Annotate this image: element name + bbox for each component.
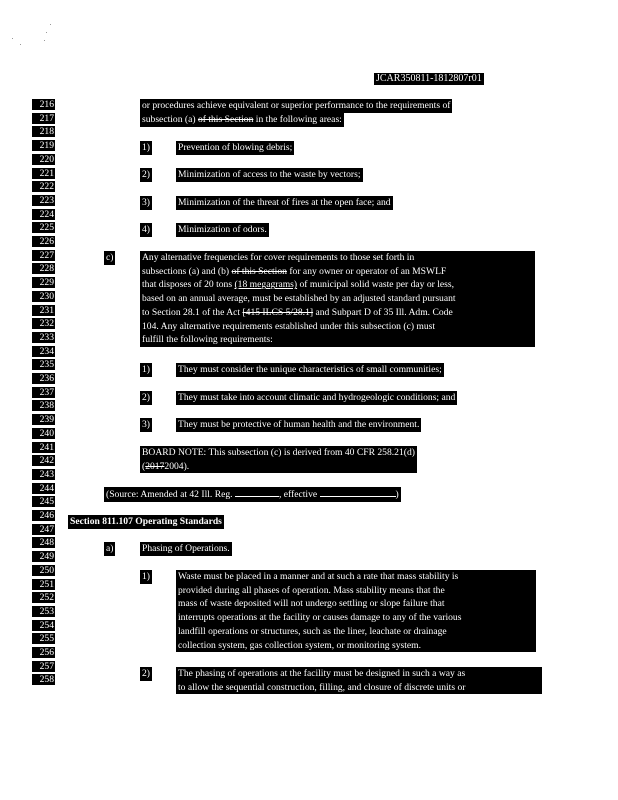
line-number: 225 bbox=[32, 222, 55, 233]
text-run: 2004). bbox=[164, 460, 190, 472]
item-text: Minimization of the threat of fires at the open face; and bbox=[178, 197, 391, 208]
line-number: 229 bbox=[32, 277, 55, 288]
line-number: 249 bbox=[32, 551, 55, 562]
struck-text: 2017 bbox=[145, 460, 165, 472]
line-number: 226 bbox=[32, 236, 55, 247]
line-number: 240 bbox=[32, 428, 55, 439]
line-number: 253 bbox=[32, 606, 55, 617]
text-run: (Source: Amended at 42 Ill. Reg. bbox=[106, 489, 235, 500]
line-number: 230 bbox=[32, 291, 55, 302]
line-number: 235 bbox=[32, 359, 55, 370]
paragraph-line: to allow the sequential construction, filling, and closure of discrete units or bbox=[178, 681, 466, 693]
paragraph-line: interrupts operations at the facility or causes damage to any of the various bbox=[178, 612, 462, 624]
paragraph-line: landfill operations or structures, such as the liner, leachate or drainage bbox=[178, 625, 447, 637]
line-number: 222 bbox=[32, 181, 55, 192]
struck-text: [415 ILCS 5/28.1] bbox=[242, 306, 314, 318]
line-number: 239 bbox=[32, 414, 55, 425]
line-number: 247 bbox=[32, 524, 55, 535]
line-number: 220 bbox=[32, 154, 55, 165]
line-number: 218 bbox=[32, 126, 55, 137]
item-text: Minimization of access to the waste by vectors; bbox=[178, 169, 361, 180]
subsection-c-block bbox=[140, 251, 535, 347]
item-number: 3) bbox=[142, 419, 150, 430]
item-text: They must be protective of human health and the environment. bbox=[178, 419, 420, 430]
line-number: 244 bbox=[32, 483, 55, 494]
text-run: ( bbox=[142, 460, 146, 472]
line-number: 250 bbox=[32, 565, 55, 576]
line-number: 238 bbox=[32, 400, 55, 411]
line-number: 257 bbox=[32, 661, 55, 672]
paragraph-line: provided during all phases of operation. Mass stability means that the bbox=[178, 584, 445, 596]
board-note bbox=[140, 446, 417, 473]
text-run: in the following areas: bbox=[253, 114, 342, 125]
line-number: 231 bbox=[32, 305, 55, 316]
text-run: for any owner or operator of an MSWLF bbox=[286, 265, 447, 277]
item-number: 2) bbox=[142, 392, 150, 403]
section-heading: Section 811.107 Operating Standards bbox=[70, 516, 222, 527]
line-number: 232 bbox=[32, 318, 55, 329]
source-note bbox=[104, 487, 401, 502]
line-number: 255 bbox=[32, 633, 55, 644]
item-text: They must consider the unique characteristics of small communities; bbox=[178, 364, 442, 375]
line-number: 252 bbox=[32, 592, 55, 603]
line-number: 217 bbox=[32, 113, 55, 124]
board-note-line bbox=[142, 460, 415, 474]
paragraph-line: or procedures achieve equivalent or superior performance to the requirements of bbox=[142, 100, 451, 111]
item-number: 2) bbox=[142, 668, 150, 679]
text-run: subsections (a) and (b) bbox=[142, 265, 232, 277]
subsection-label: a) bbox=[106, 543, 114, 554]
text-run: to Section 28.1 of the Act bbox=[142, 306, 243, 318]
line-number: 216 bbox=[32, 99, 55, 110]
line-number: 228 bbox=[32, 263, 55, 274]
item-number: 1) bbox=[142, 142, 150, 153]
line-number: 258 bbox=[32, 674, 55, 685]
paragraph-line: collection system, gas collection system, or monitoring system. bbox=[178, 639, 422, 651]
blank-field bbox=[235, 487, 279, 497]
item-paragraph bbox=[176, 570, 536, 652]
item-text: Prevention of blowing debris; bbox=[178, 142, 293, 153]
line-number: 219 bbox=[32, 140, 55, 151]
scan-specks bbox=[8, 18, 58, 58]
paragraph-line bbox=[142, 278, 533, 292]
line-number: 248 bbox=[32, 537, 55, 548]
underlined-text: (18 megagrams) bbox=[234, 279, 298, 291]
text-run: and Subpart D of 35 Ill. Adm. Code bbox=[313, 306, 453, 318]
struck-text: of this Section bbox=[197, 114, 254, 125]
blank-field bbox=[320, 487, 396, 497]
line-number: 245 bbox=[32, 496, 55, 507]
line-number: 224 bbox=[32, 209, 55, 220]
paragraph-line bbox=[142, 265, 533, 279]
paragraph-line: 104. Any alternative requirements established under this subsection (c) must bbox=[142, 320, 436, 332]
line-number: 256 bbox=[32, 647, 55, 658]
text-run: subsection (a) bbox=[142, 114, 198, 125]
line-number: 254 bbox=[32, 620, 55, 631]
text-run: , effective bbox=[278, 489, 320, 500]
line-number: 242 bbox=[32, 455, 55, 466]
paragraph-line: The phasing of operations at the facility must be designed in such a way as bbox=[178, 668, 466, 679]
struck-text: of this Section bbox=[231, 265, 287, 277]
paragraph-line: Waste must be placed in a manner and at such a rate that mass stability is bbox=[178, 571, 459, 582]
line-number: 246 bbox=[32, 510, 55, 521]
item-text: They must take into account climatic and hydrogeologic conditions; and bbox=[178, 392, 456, 403]
text-run: of municipal solid waste per day or less, bbox=[297, 279, 455, 291]
item-number: 2) bbox=[142, 169, 150, 180]
line-number: 223 bbox=[32, 195, 55, 206]
line-number: 241 bbox=[32, 442, 55, 453]
paragraph-line: Any alternative frequencies for cover requirements to those set forth in bbox=[142, 252, 415, 263]
text-run: that disposes of 20 tons bbox=[142, 279, 235, 291]
paragraph-line: mass of waste deposited will not undergo settling or slope failure that bbox=[178, 598, 445, 610]
subsection-title: Phasing of Operations. bbox=[142, 543, 230, 554]
text-run: ) bbox=[395, 489, 399, 500]
line-number: 227 bbox=[32, 250, 55, 261]
line-number: 243 bbox=[32, 469, 55, 480]
line-number: 237 bbox=[32, 387, 55, 398]
line-number: 233 bbox=[32, 332, 55, 343]
item-text: Minimization of odors. bbox=[178, 224, 267, 235]
line-number: 236 bbox=[32, 373, 55, 384]
board-note-line: BOARD NOTE: This subsection (c) is derived from 40 CFR 258.21(d) bbox=[142, 447, 415, 458]
paragraph-line: fulfill the following requirements: bbox=[142, 334, 273, 346]
subsection-label: c) bbox=[106, 252, 114, 263]
item-number: 3) bbox=[142, 197, 150, 208]
item-number: 1) bbox=[142, 364, 150, 375]
item-paragraph bbox=[176, 667, 542, 694]
item-number: 1) bbox=[142, 571, 150, 582]
line-number: 234 bbox=[32, 346, 55, 357]
item-number: 4) bbox=[142, 224, 150, 235]
document-id: JCAR350811-1812807r01 bbox=[376, 73, 482, 84]
line-number: 251 bbox=[32, 579, 55, 590]
paragraph-line bbox=[142, 306, 533, 320]
paragraph-line bbox=[140, 113, 344, 127]
line-number: 221 bbox=[32, 168, 55, 179]
paragraph-line: based on an annual average, must be established by an adjusted standard pursuant bbox=[142, 293, 456, 305]
